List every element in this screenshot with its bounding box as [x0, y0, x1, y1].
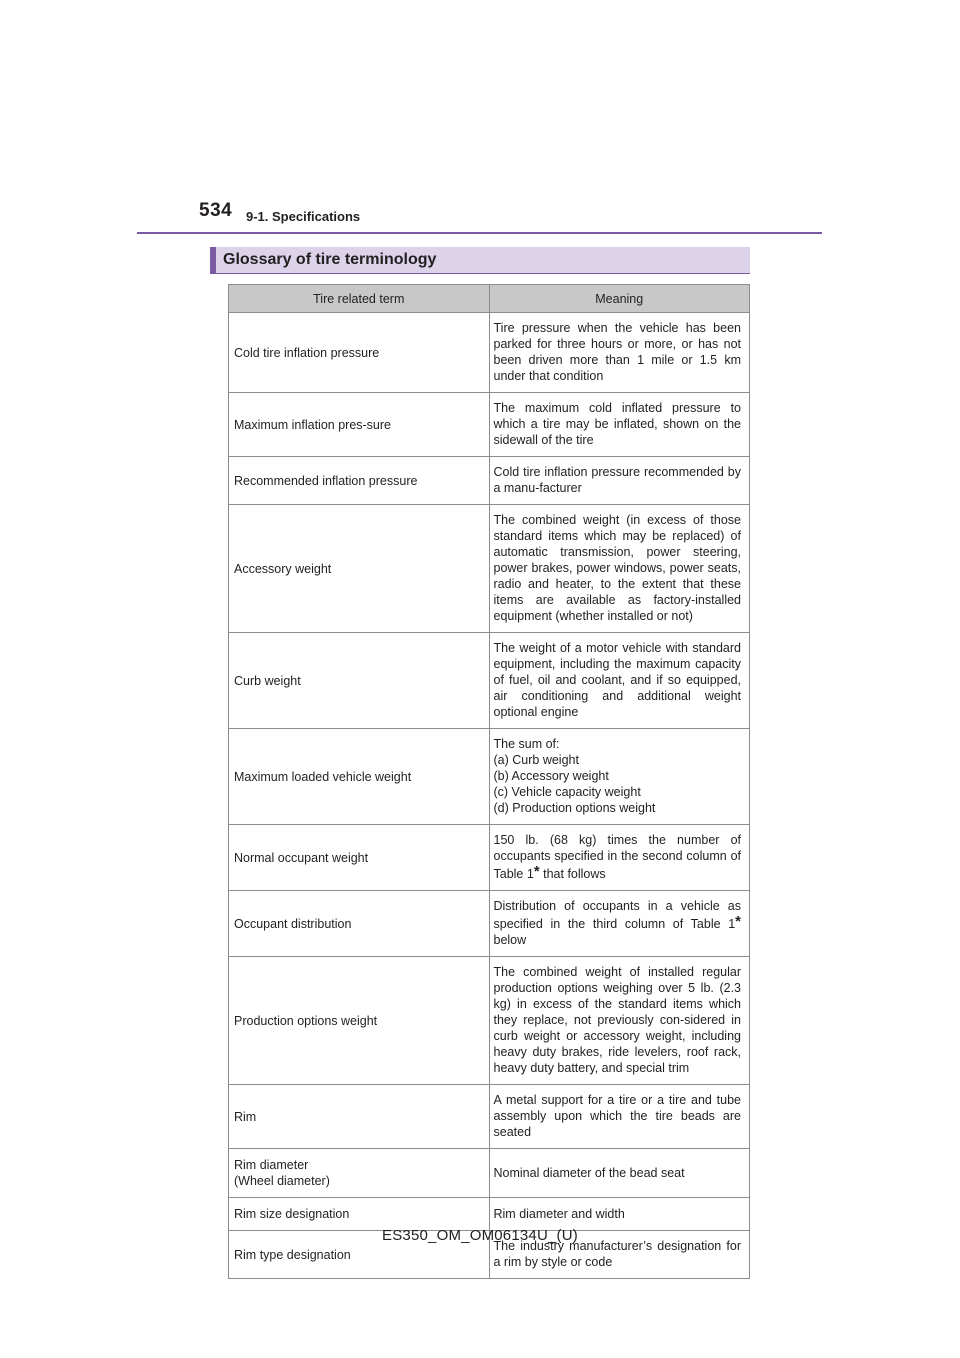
meaning-cell	[489, 729, 750, 825]
term-cell: Rim size designation	[229, 1198, 490, 1231]
term-cell: Normal occupant weight	[229, 825, 490, 891]
table-row	[229, 393, 750, 457]
term-cell: Occupant distribution	[229, 891, 490, 957]
term-line: (Wheel diameter)	[234, 1174, 330, 1188]
meaning-cell: The combined weight (in excess of those standard items which may be replaced) of automatic transmission, power steering, power brakes, power windows, power seats, radio and heater, to the extent that these items are available as factory-installed equipment (whether installed or not)	[489, 505, 750, 633]
term-line: Rim diameter	[234, 1158, 309, 1172]
table-row	[229, 633, 750, 729]
footnote-asterisk: *	[735, 913, 741, 930]
column-header-meaning: Meaning	[489, 285, 750, 313]
table-row	[229, 957, 750, 1085]
meaning-cell: The weight of a motor vehicle with standard equipment, including the maximum capacity of fuel, oil and coolant, and if so equipped, air conditioning and additional weight optional engine	[489, 633, 750, 729]
meaning-line: The sum of:	[493, 737, 560, 751]
heading-accent-bar	[210, 247, 216, 274]
table-row	[229, 505, 750, 633]
heading-title: Glossary of tire terminology	[223, 251, 437, 268]
table-row	[229, 1085, 750, 1149]
table-row	[229, 729, 750, 825]
term-cell: Recommended inflation pressure	[229, 457, 490, 505]
column-header-term: Tire related term	[229, 285, 490, 313]
page-number: 534	[199, 200, 233, 221]
header-divider	[137, 232, 822, 234]
page-header	[0, 0, 960, 240]
meaning-cell: The maximum cold inflated pressure to which a tire may be inflated, shown on the sidewall of the tire	[489, 393, 750, 457]
table-header-row	[229, 285, 750, 313]
meaning-cell: A metal support for a tire or a tire and tube assembly upon which the tire beads are seated	[489, 1085, 750, 1149]
meaning-line: (d) Production options weight	[493, 801, 656, 815]
meaning-cell: Nominal diameter of the bead seat	[489, 1149, 750, 1198]
table-row	[229, 825, 750, 891]
footnote-asterisk: *	[533, 863, 540, 880]
table-row	[229, 1149, 750, 1198]
meaning-cell: The industry manufacturer’s designation for a rim by style or code	[489, 1231, 750, 1279]
meaning-cell	[489, 891, 750, 957]
document-code-footer: ES350_OM_OM06134U_(U)	[382, 1227, 578, 1244]
section-heading	[210, 247, 750, 274]
section-title: 9-1. Specifications	[246, 209, 361, 224]
term-cell: Rim	[229, 1085, 490, 1149]
meaning-text: Distribution of occupants in a vehicle as specified in the third column of Table 1	[493, 899, 741, 931]
term-cell: Rim type designation	[229, 1231, 490, 1279]
heading-underline	[210, 273, 750, 274]
meaning-cell: Tire pressure when the vehicle has been parked for three hours or more, or has not been driven more than 1 mile or 1.5 km under that condition	[489, 313, 750, 393]
table-row	[229, 313, 750, 393]
term-cell: Cold tire inflation pressure	[229, 313, 490, 393]
meaning-cell: The combined weight of installed regular production options weighing over 5 lb. (2.3 kg) in excess of the standard items which they replace, not previously con-sidered in curb weight or accessory weight, including heavy duty brakes, ride levelers, roof rack, heavy duty battery, and special trim	[489, 957, 750, 1085]
term-cell: Maximum loaded vehicle weight	[229, 729, 490, 825]
meaning-line: (b) Accessory weight	[493, 769, 609, 783]
table-row	[229, 1198, 750, 1231]
term-cell: Curb weight	[229, 633, 490, 729]
meaning-text: that follows	[539, 867, 606, 881]
meaning-line: (c) Vehicle capacity weight	[493, 785, 641, 799]
term-cell	[229, 1149, 490, 1198]
meaning-line: (a) Curb weight	[493, 753, 579, 767]
meaning-text: below	[493, 933, 527, 947]
term-cell: Production options weight	[229, 957, 490, 1085]
table-row	[229, 457, 750, 505]
term-cell: Maximum inflation pres-sure	[229, 393, 490, 457]
table-row	[229, 891, 750, 957]
meaning-cell	[489, 825, 750, 891]
meaning-cell: Cold tire inflation pressure recommended by a manu-facturer	[489, 457, 750, 505]
meaning-cell: Rim diameter and width	[489, 1198, 750, 1231]
term-cell: Accessory weight	[229, 505, 490, 633]
glossary-table	[228, 284, 750, 1279]
meaning-text: 150 lb. (68 kg) times the number of occupants specified in the second column of Table 1	[493, 833, 741, 881]
